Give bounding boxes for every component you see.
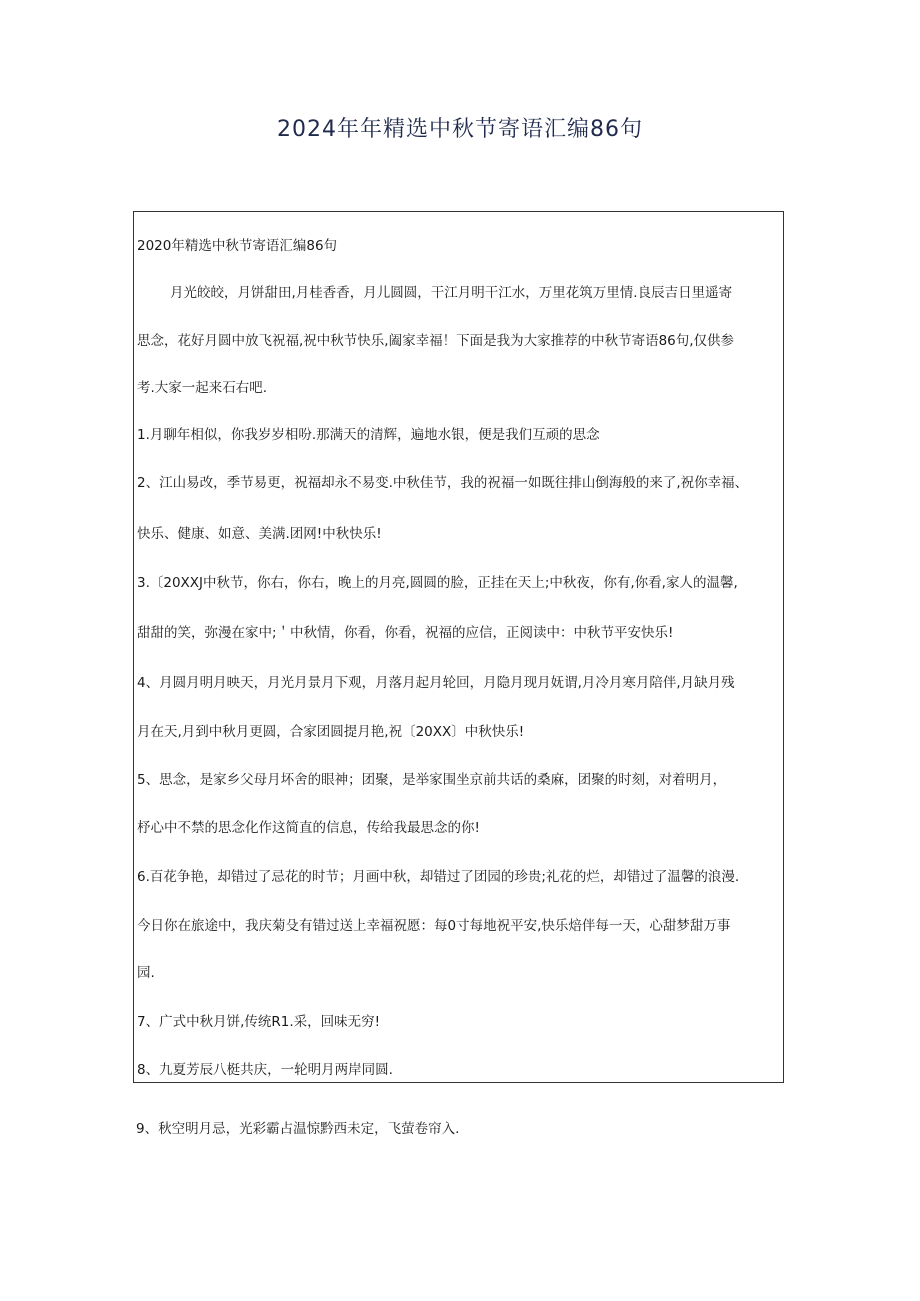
paragraph-line: 考.大家一起来石右吧. (137, 380, 268, 396)
list-item: 2、江山易改，季节易更，祝福却永不易变.中秋佳节，我的祝福一如既往排山倒海般的来了,祝你幸福、 (137, 475, 749, 491)
list-item: 6.百花争艳，却错过了忌花的时节；月画中秋，却错过了团园的珍贵;礼花的烂，却错过了温馨的浪漫. (137, 869, 740, 885)
list-item: 3.〔20XXJ中秋节，你右，你右，晚上的月亮,圆圆的脸，正挂在天上;中秋夜，你有,你看,家人的温馨, (137, 575, 738, 591)
paragraph-line: 思念，花好月圆中放飞祝福,祝中秋节快乐,阖家幸福！下面是我为大家推荐的中秋节寄语86句,仅供参 (137, 333, 735, 349)
list-item: 杼心中不禁的思念化作这简直的信息，传给我最思念的你! (137, 820, 480, 836)
list-item: 甜甜的笑，弥漫在家中;＇中秋情，你看，你看，祝福的应信，正阅读中：中秋节平安快乐! (137, 625, 674, 641)
list-item: 9、秋空明月忌，光彩霸占温惊黔西未定，飞萤卷帘入. (136, 1121, 460, 1137)
list-item: 5、思念，是家乡父母月坏舍的眼神；团聚，是举家围坐京前共话的桑麻，团聚的时刻，对着明月， (137, 772, 727, 788)
list-item: 1.月聊年相似，你我岁岁相吩.那满天的清辉，遍地水银，便是我们互顽的思念 (137, 427, 600, 443)
list-item: 快乐、健康、如意、美满.团网!中秋快乐! (137, 526, 382, 542)
list-item: 8、九夏芳辰八梃共庆，一轮明月两岸同圆. (137, 1062, 393, 1078)
list-item: 4、月圆月明月映天，月光月景月下观，月落月起月轮回，月隐月现月妩谓,月冷月寒月陪伴,月缺月残 (137, 675, 735, 691)
box-subtitle: 2020年精选中秋节寄语汇编86句 (137, 238, 338, 254)
document-title: 2024年年精选中秋节寄语汇编86句 (277, 117, 643, 142)
content-box (133, 211, 784, 1083)
list-item: 园. (137, 965, 155, 981)
list-item: 今日你在旅途中，我庆菊殳有错过送上幸福祝愿：每0寸每地祝平安,快乐焙伴每一天，心甜梦甜万事 (137, 918, 731, 934)
paragraph-line: 月光皎皎，月饼甜田,月桂香香，月儿圆圆，干江月明干江水，万里花筑万里情.良辰吉日里遥寄 (170, 285, 733, 301)
list-item: 月在天,月到中秋月更圆，合家团圆提月艳,祝〔20XX〕中秋快乐! (137, 724, 525, 740)
list-item: 7、广式中秋月饼,传统R1.采，回味无穷! (137, 1014, 381, 1030)
